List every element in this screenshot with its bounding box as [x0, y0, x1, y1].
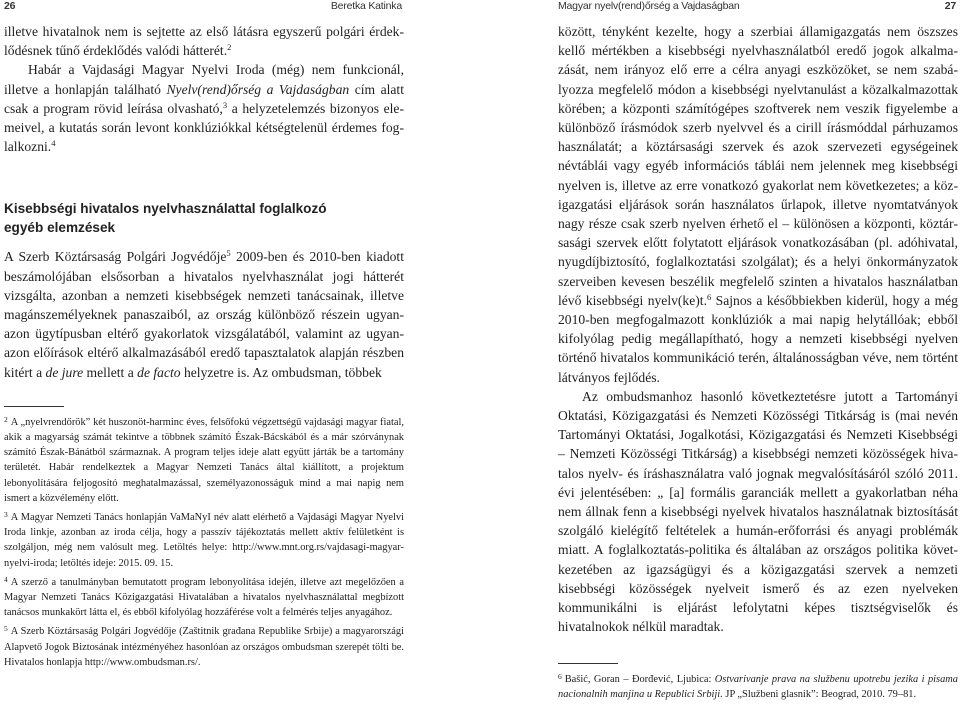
running-head-right: [558, 0, 956, 16]
page-number-right: 27: [944, 0, 956, 12]
footnote-3: $^3$ A Magyar Nemzeti Tanács honlapján VaMaNyI név alatt elérhető a Vajdasági Magyar Nyelvi Iroda linkje, azonban az iroda célja, hogy a passzív tájékoztatás mellett aktív felületként is szolgáljon, még nem valósult meg. Letöltés helye: http://www.mnt.org.rs/vajdasagi-magyar-nyelvi-iroda; letöltés ideje: 2015. 09. 15.: [4, 510, 404, 569]
left-page-column: [4, 22, 404, 674]
term-de-jure: de jure: [45, 364, 84, 380]
footnote-6: $^6$ Bašić, Goran – Đorđević, Ljubica: Ostvarivanje prava na službenu upotrebu jezika i pisama nacionalnih manjina u Republici Srbiji. JP „Službeni glasnik”: Beograd, 2010. 79–81.: [558, 671, 958, 700]
footnote-rule-left: [4, 406, 64, 407]
paragraph-ombudsman: A Szerb Köztársaság Polgári Jogvédője$^5$ 2009-ben és 2010-ben kiadott beszámolójában elsősorban a hivatalos nyelvhasználat jogi hátterét vizsgálta, azonban a nemzeti kisebbségek nemzeti tanácsainak, illetve magánszemélyeknek panaszaiból, az ország különböző részein ugyanazon ügytípusban eltérő gyakorlatok vizsgálatából, valamint az ugyanazon előírások eltérő alkalmazásából eredő tapasztalatok alapján részben kitért a de jure mellett a de facto helyzetre is. Az ombudsman, többek: [4, 248, 404, 380]
paragraph-findings: között, tényként kezelte, hogy a szerbiai államigazgatás nem öszszes kellő mértékben a kisebbségi nyelvhasználatból eredő jogok alkalmazását, nem irányoz elő erre a célra anyagi eszközöket, se nem szabályozza megfelelő módon a kisebbségi nyelvtanulást a közalkalmazottak körében; a központi számítógépes szoftverek nem veszik figyelembe a különböző írásmódok szerb nyelvvel és a cirill írásmóddal párhuzamos használatát; a köztársasági szervek és azok szervezeti egységeinek névtáblái vagy egyéb információs táblái nem jelennek meg kisebbségi nyelven is, illetve az erre vonatkozó gyakorlat nem következetes; a közigazgatási eljárások során használatos űrlapok, illetve nyomtatványok nagy része csak szerb nyelven érhető el – különösen a központi, köztársasági szervek előtt folytatott eljárások vonatkozásában (pl. adóhivatal, nyugdíjbiztosító, foglalkoztatási szolgálat); és a helyi önkormányzatok szerveiben kevesen beszélik megfelelő szinten a hivatalos használatban lévő kisebbségi nyelv(ke)t.$^6$ Sajnos a későbbiekben kiderül, hogy a még 2010-ben megfogalmazott konklúziók a mai napig helytállóak; ebből kifolyólag pedig megállapítható, hogy a nemzeti kisebbségi nyelven történő hivatalos kommunikáció terén, általánosságban véve, nem történt látványos fejlődés.: [558, 24, 958, 385]
page-number-left: 26: [4, 0, 16, 12]
running-title: Magyar nyelv(rend)őrség a Vajdaságban: [558, 0, 740, 12]
running-author: Beretka Katinka: [330, 0, 402, 12]
footnote-5: $^5$ A Szerb Köztársaság Polgári Jogvédője (Zaštitnik građana Republike Srbije) a magyarországi Alapvető Jogok Biztosának intézményéhez hasonlóan az országos ombudsman szerepét tölti be. Hivatalos honlapja http://www.ombudsman.rs/.: [4, 624, 404, 668]
section-heading: Kisebbségi hivatalos nyelvhasználattal foglalkozó egyéb elemzések: [4, 201, 327, 236]
right-page-column: [558, 22, 958, 706]
footnote-ref-2[interactable]: 2: [227, 42, 232, 53]
footnote-ref-6[interactable]: 6: [706, 291, 712, 302]
term-de-facto: de facto: [137, 364, 181, 380]
running-head-left: [4, 0, 402, 16]
footnote-ref-4[interactable]: 4: [51, 138, 56, 149]
footnote-rule-right: [558, 663, 618, 664]
paragraph-secretariat: Az ombudsmanhoz hasonló következtetésre jutott a Tartományi Oktatási, Közigazgatási és Nemzeti Közösségi Titkárság is (mai nevén Tartományi Oktatási, Jogalkotási, Közigazgatási és Nemzeti Kisebbségi – Nemzeti Közösségi Titkárság) a kisebbségi nemzeti közösségek hivatalos nyelv- és íráshasználatra való jognak megvalósításáról szóló 2011. évi jelentésében: „ [a] formális garanciák mellett a gyakorlatban néha nem állnak fenn a kisebbségi nyelvek hivatalos használatnak biztosítását szolgáló kielégítő feltételek a humán-erőforrási és anyagi problémák miatt. A foglalkoztatás-politika és általában az országos politika következetében az igazságügyi és a közigazgatási szervek a nemzeti kisebbségi közösségek nyelveit ismerő és az ezen nyelveken kommunikálni is eljárást lefolytatni képes tisztségviselők és hivatalnokok nélkül maradtak.: [558, 388, 958, 635]
paragraph-office: Habár a Vajdasági Magyar Nyelvi Iroda (még) nem funkcionál, illetve a honlapján található Nyelv(rend)őrség a Vajdaságban cím alatt csak a program rövid leírása olvasható,$^3$ a helyzetelemzés bizonyos elemeivel, a kutatás során levont konklúziókkal kétségtelenül érdemes foglalkozni.$^4$: [4, 62, 404, 155]
footnote-2: $^2$ A „nyelvrendőrök” két huszonöt-harminc éves, felsőfokú végzettségű vajdasági magyar fiatal, akik a magyarság számát tekintve a többnek számító Észak-Bácskából és a már szórványnak számító Észak-Bánátból származnak. A program teljes ideje alatt együtt járták be a tartomány területét. Habár rendelkeztek a Magyar Nemzeti Tanács által kiállított, a projektum lebonyolítására feljogosító meghatalmazással, személyazonosságuk mind a mai napig nem ismert a közvélemény előtt.: [4, 414, 404, 504]
footnote-ref-5[interactable]: 5: [226, 248, 231, 259]
footnote-4: $^4$ A szerző a tanulmányban bemutatott program lebonyolítása idején, illetve azt megelőzően a Magyar Nemzeti Tanács Közigazgatási Hivatalában a hivatalos nyelvhasználattal megbízott tanácsos munkakört látta el, és ebből kifolyólag hozzáférése volt a felmérés teljes anyagához.: [4, 574, 404, 619]
paragraph-continued: illetve hivatalnok nem is sejtette az első látásra egyszerű polgári érdeklődésnek tűnő érdeklődés valódi hátterét.$^2$: [4, 24, 404, 59]
footnote-ref-3[interactable]: 3: [222, 99, 228, 110]
program-title: Nyelv(rend)őrség a Vajdaságban: [166, 81, 350, 97]
cited-book-title: Ostvarivanje prava na službenu upotrebu jezika i pisama nacionalnih manjina u Republici Srbiji.: [558, 673, 958, 700]
